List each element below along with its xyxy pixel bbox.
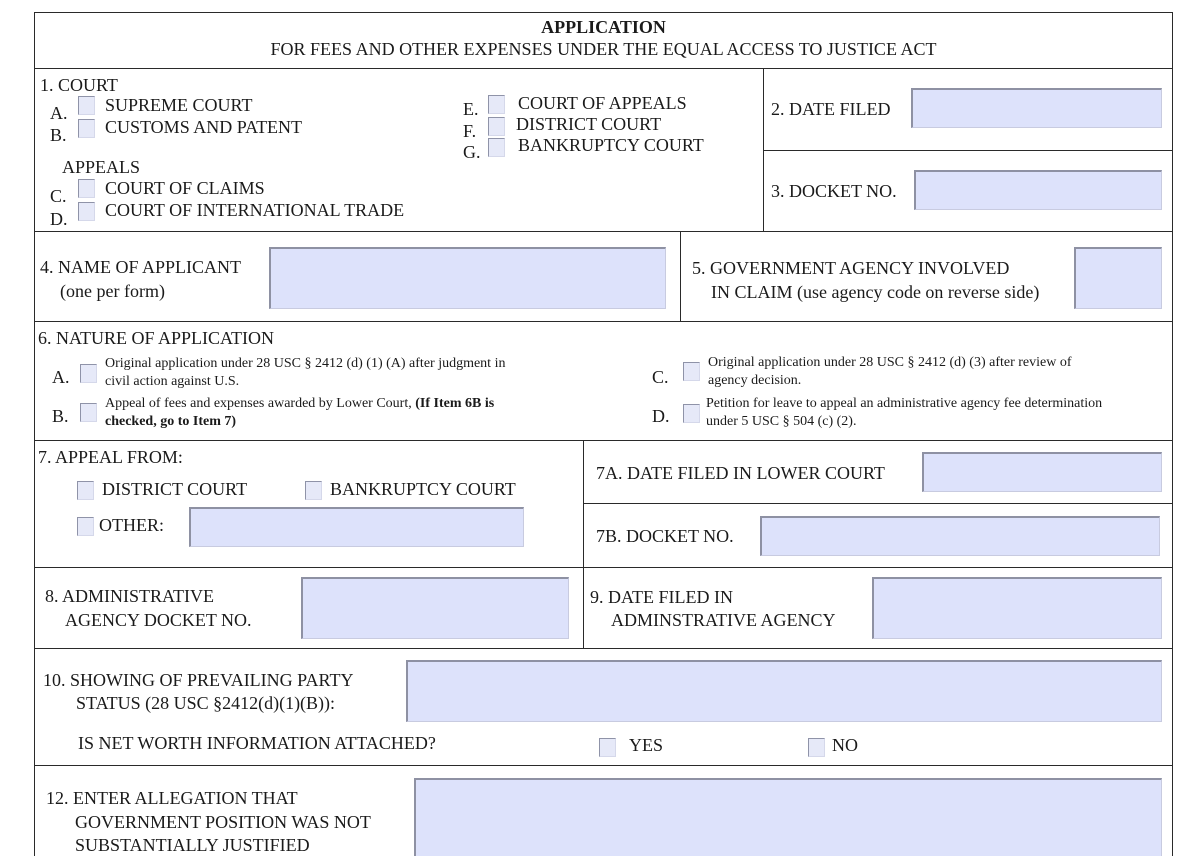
admin-date-label2: ADMINSTRATIVE AGENCY — [611, 610, 836, 630]
divider-section10 — [34, 765, 1173, 766]
nature-a-line2: civil action against U.S. — [105, 374, 240, 389]
checkbox-intl-trade[interactable] — [78, 202, 95, 221]
option-supreme-court: SUPREME COURT — [105, 95, 253, 115]
checkbox-nature-a[interactable] — [80, 364, 97, 383]
nature-letter-c: C. — [652, 367, 669, 387]
applicant-label: 4. NAME OF APPLICANT — [40, 257, 242, 277]
divider-7a-7b — [583, 503, 1173, 504]
agency-input[interactable] — [1076, 249, 1161, 308]
appeal-heading: 7. APPEAL FROM: — [38, 447, 183, 467]
checkbox-net-worth-yes[interactable] — [599, 738, 616, 757]
admin-docket-input[interactable] — [303, 579, 568, 638]
docket-no-label: 3. DOCKET NO. — [771, 181, 897, 201]
option-court-of-claims: COURT OF CLAIMS — [105, 178, 265, 198]
allegation-input[interactable] — [416, 780, 1161, 856]
appeal-other-label: OTHER: — [99, 515, 164, 535]
prevailing-label1: 10. SHOWING OF PREVAILING PARTY — [43, 670, 354, 690]
agency-sublabel: IN CLAIM (use agency code on reverse side) — [711, 282, 1040, 302]
lower-date-field[interactable] — [922, 452, 1162, 492]
applicant-field[interactable] — [269, 247, 666, 309]
divider-section7 — [34, 567, 1173, 568]
divider-section4 — [34, 321, 1173, 322]
option-intl-trade: COURT OF INTERNATIONAL TRADE — [105, 200, 405, 220]
court-heading: 1. COURT — [40, 75, 118, 95]
lower-docket-input[interactable] — [762, 518, 1159, 555]
nature-c-line1: Original application under 28 USC § 2412 (d) (3) after review of — [708, 355, 1072, 370]
agency-label: 5. GOVERNMENT AGENCY INVOLVED — [692, 258, 1010, 278]
court-letter-d: D. — [50, 209, 68, 229]
nature-letter-d: D. — [652, 406, 670, 426]
form-border-top — [34, 12, 1173, 13]
lower-date-input[interactable] — [924, 454, 1161, 491]
form-border-right — [1172, 12, 1173, 856]
checkbox-bankruptcy-court[interactable] — [488, 138, 505, 157]
applicant-input[interactable] — [271, 249, 665, 308]
nature-b-line1: Appeal of fees and expenses awarded by Lower Court, — [105, 396, 412, 411]
checkbox-district-court[interactable] — [488, 117, 505, 136]
divider-header — [34, 68, 1173, 69]
nature-b-line1-bold: (If Item 6B is — [415, 396, 495, 411]
divider-section6 — [34, 440, 1173, 441]
prevailing-label2: STATUS (28 USC §2412(d)(1)(B)): — [76, 693, 336, 713]
form-subtitle: FOR FEES AND OTHER EXPENSES UNDER THE EQUAL ACCESS TO JUSTICE ACT — [270, 39, 937, 59]
lower-date-label: 7A. DATE FILED IN LOWER COURT — [596, 463, 885, 483]
option-court-of-appeals: COURT OF APPEALS — [518, 93, 687, 113]
checkbox-appeal-bankruptcy[interactable] — [305, 481, 322, 500]
option-district-court: DISTRICT COURT — [516, 114, 662, 134]
checkbox-court-of-appeals[interactable] — [488, 95, 505, 114]
lower-docket-field[interactable] — [760, 516, 1160, 556]
checkbox-nature-c[interactable] — [683, 362, 700, 381]
court-letter-e: E. — [463, 99, 479, 119]
lower-docket-label: 7B. DOCKET NO. — [596, 526, 734, 546]
checkbox-nature-d[interactable] — [683, 404, 700, 423]
divider-section1 — [34, 231, 1173, 232]
date-filed-label: 2. DATE FILED — [771, 99, 891, 119]
net-worth-question: IS NET WORTH INFORMATION ATTACHED? — [78, 733, 436, 753]
checkbox-supreme-court[interactable] — [78, 96, 95, 115]
nature-a-line1: Original application under 28 USC § 2412 (d) (1) (A) after judgment in — [105, 356, 506, 371]
divider-section8 — [34, 648, 1173, 649]
divider-date-docket — [763, 150, 1173, 151]
applicant-sublabel: (one per form) — [60, 281, 165, 301]
date-filed-input[interactable] — [913, 90, 1161, 127]
option-appeals-label: APPEALS — [62, 157, 141, 177]
form-title: APPLICATION — [541, 17, 666, 37]
net-worth-yes-label: YES — [629, 735, 664, 755]
docket-no-input[interactable] — [916, 172, 1161, 209]
admin-docket-label1: 8. ADMINISTRATIVE — [45, 586, 214, 606]
court-letter-a: A. — [50, 103, 68, 123]
checkbox-customs-patent[interactable] — [78, 119, 95, 138]
option-customs-patent: CUSTOMS AND PATENT — [105, 117, 303, 137]
checkbox-court-of-claims[interactable] — [78, 179, 95, 198]
court-letter-c: C. — [50, 186, 67, 206]
court-letter-g: G. — [463, 142, 481, 162]
admin-date-field[interactable] — [872, 577, 1162, 639]
checkbox-nature-b[interactable] — [80, 403, 97, 422]
date-filed-field[interactable] — [911, 88, 1162, 128]
net-worth-no-label: NO — [832, 735, 858, 755]
admin-date-input[interactable] — [874, 579, 1161, 638]
appeal-other-input[interactable] — [191, 509, 523, 546]
option-bankruptcy-court: BANKRUPTCY COURT — [518, 135, 704, 155]
admin-docket-label2: AGENCY DOCKET NO. — [65, 610, 252, 630]
prevailing-field[interactable] — [406, 660, 1162, 722]
divider-applicant-agency — [680, 231, 681, 321]
prevailing-input[interactable] — [408, 662, 1161, 721]
allegation-field[interactable] — [414, 778, 1162, 856]
checkbox-appeal-other[interactable] — [77, 517, 94, 536]
appeal-district-label: DISTRICT COURT — [102, 479, 248, 499]
admin-date-label1: 9. DATE FILED IN — [590, 587, 733, 607]
appeal-bankruptcy-label: BANKRUPTCY COURT — [330, 479, 516, 499]
nature-heading: 6. NATURE OF APPLICATION — [38, 328, 275, 348]
court-letter-f: F. — [463, 121, 477, 141]
allegation-label1: 12. ENTER ALLEGATION THAT — [46, 788, 298, 808]
nature-letter-a: A. — [52, 367, 70, 387]
court-letter-b: B. — [50, 125, 67, 145]
allegation-label3: SUBSTANTIALLY JUSTIFIED — [75, 835, 310, 855]
nature-c-line2: agency decision. — [708, 373, 802, 388]
appeal-other-field[interactable] — [189, 507, 524, 547]
checkbox-appeal-district[interactable] — [77, 481, 94, 500]
nature-d-line1: Petition for leave to appeal an administrative agency fee determination — [706, 396, 1103, 411]
checkbox-net-worth-no[interactable] — [808, 738, 825, 757]
form-border-left — [34, 12, 35, 856]
nature-letter-b: B. — [52, 406, 69, 426]
divider-appeal-right — [583, 440, 584, 648]
admin-docket-field[interactable] — [301, 577, 569, 639]
nature-b-line2: checked, go to Item 7) — [105, 414, 237, 429]
docket-no-field[interactable] — [914, 170, 1162, 210]
agency-field[interactable] — [1074, 247, 1162, 309]
nature-d-line2: under 5 USC § 504 (c) (2). — [706, 414, 857, 429]
allegation-label2: GOVERNMENT POSITION WAS NOT — [75, 812, 371, 832]
nature-b-line1-wrap — [105, 395, 494, 413]
